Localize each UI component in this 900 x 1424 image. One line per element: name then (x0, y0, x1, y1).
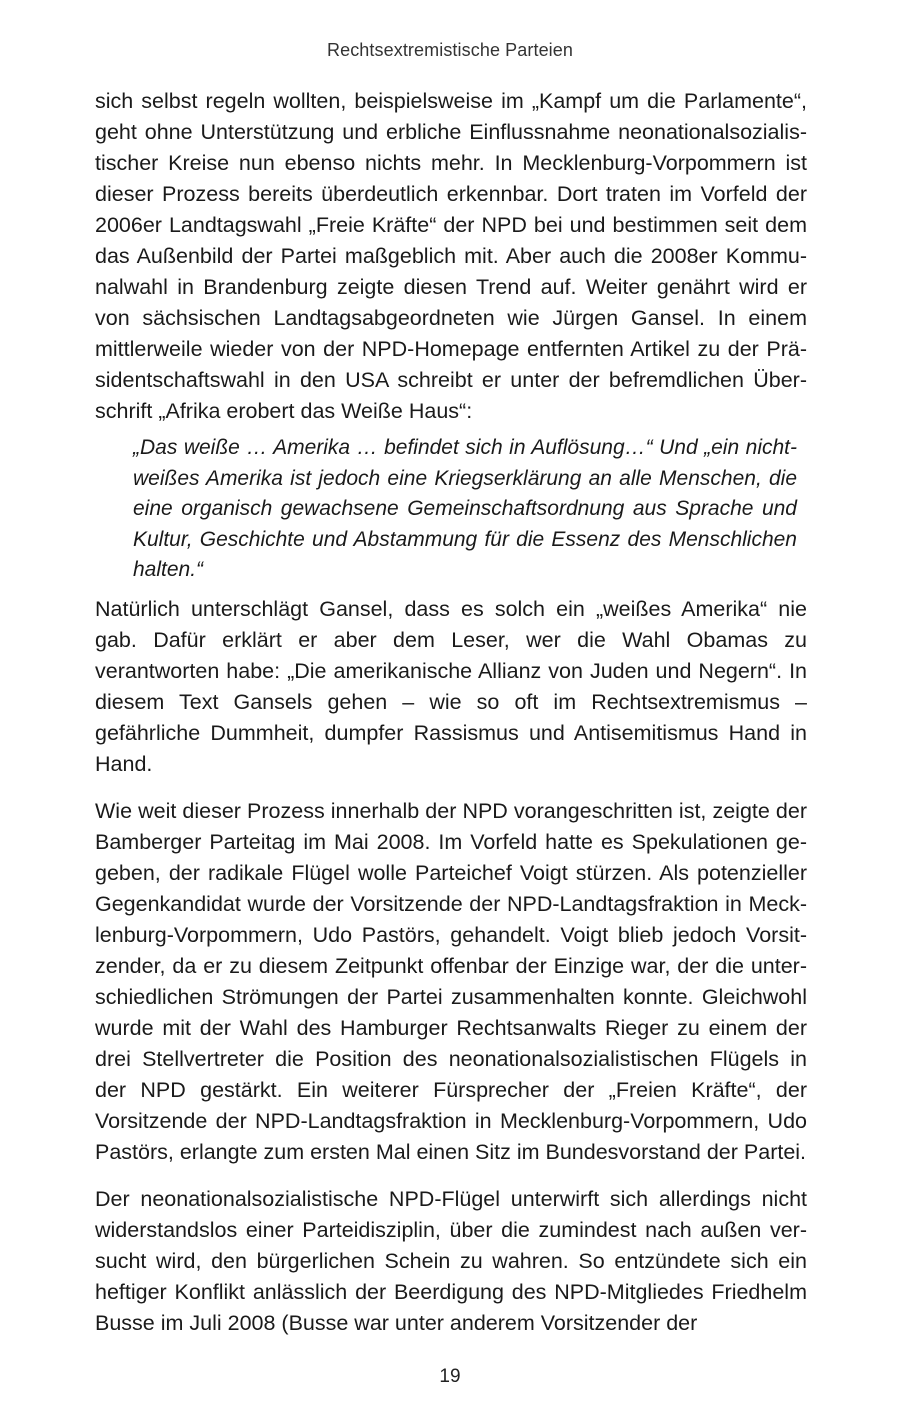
block-quote: „Das weiße … Amerika … befindet sich in Auflösung…“ Und „ein nicht-weißes Amerika ist jedoch eine Kriegserklärung an alle Menschen, die eine organisch gewachsene Gemeinschaftsordnung aus Sprache und Kultur, Geschichte und Abstammung für die Essenz des Menschlichen halten.“ (133, 436, 797, 581)
body-paragraph-3: Wie weit dieser Prozess innerhalb der NPD vorangeschritten ist, zeigte der Bamberger Parteitag im Mai 2008. Im Vorfeld hatte es Spekulationen gegeben, der radikale Flügel wolle Parteichef Voigt stürzen. Als potenzieller Gegenkandidat wurde der Vorsitzende der NPD-Landtagsfraktion in Mecklenburg-Vorpommern, Udo Pastörs, gehandelt. Voigt blieb jedoch Vorsitzender, da er zu diesem Zeitpunkt offenbar der Einzige war, der die unterschiedlichen Strömungen der Partei zusammenhalten konnte. Gleichwohl wurde mit der Wahl des Hamburger Rechtsanwalts Rieger zu einem der drei Stellvertreter die Position des neonationalsozialistischen Flügels in der NPD gestärkt. Ein weiterer Fürsprecher der „Freien Kräfte“, der Vorsitzende der NPD-Landtagsfraktion in Mecklenburg-Vorpommern, Udo Pastörs, erlangte zum ersten Mal einen Sitz im Bundesvorstand der Partei. (95, 798, 807, 1164)
body-paragraph-2: Natürlich unterschlägt Gansel, dass es solch ein „weißes Amerika“ nie gab. Dafür erklärt er aber dem Leser, wer die Wahl Obamas zu verantworten habe: „Die amerikanische Allianz von Juden und Negern“. In diesem Text Gansels gehen – wie so oft im Rechtsextremismus – gefährliche Dummheit, dumpfer Rassismus und Antisemitismus Hand in Hand. (95, 596, 807, 776)
page-body (95, 86, 807, 1339)
body-paragraph-4: Der neonationalsozialistische NPD-Flügel unterwirft sich allerdings nicht widerstandslos einer Parteidisziplin, über die zumindest nach außen versucht wird, den bürgerlichen Schein zu wahren. So entzündete sich ein heftiger Konflikt anlässlich der Beerdigung des NPD-Mitgliedes Friedhelm Busse im Juli 2008 (Busse war unter anderem Vorsitzender der (95, 1186, 807, 1335)
running-header: Rechtsextremistische Parteien (327, 40, 573, 60)
body-paragraph-1: sich selbst regeln wollten, beispielsweise im „Kampf um die Parlamente“, geht ohne Unterstützung und erbliche Einflussnahme neonationalsozialistischer Kreise nun ebenso nichts mehr. In Mecklenburg-Vorpommern ist dieser Prozess bereits überdeutlich erkennbar. Dort traten im Vorfeld der 2006er Landtagswahl „Freie Kräfte“ der NPD bei und bestimmen seit dem das Außenbild der Partei maßgeblich mit. Aber auch die 2008er Kommunalwahl in Brandenburg zeigte diesen Trend auf. Weiter genährt wird er von sächsischen Landtagsabgeordneten wie Jürgen Gansel. In einem mittlerweile wieder von der NPD-Homepage entfernten Artikel zu der Präsidentschaftswahl in den USA schreibt er unter der befremdlichen Überschrift „Afrika erobert das Weiße Haus“: (95, 89, 807, 423)
page-number: 19 (439, 1366, 461, 1387)
